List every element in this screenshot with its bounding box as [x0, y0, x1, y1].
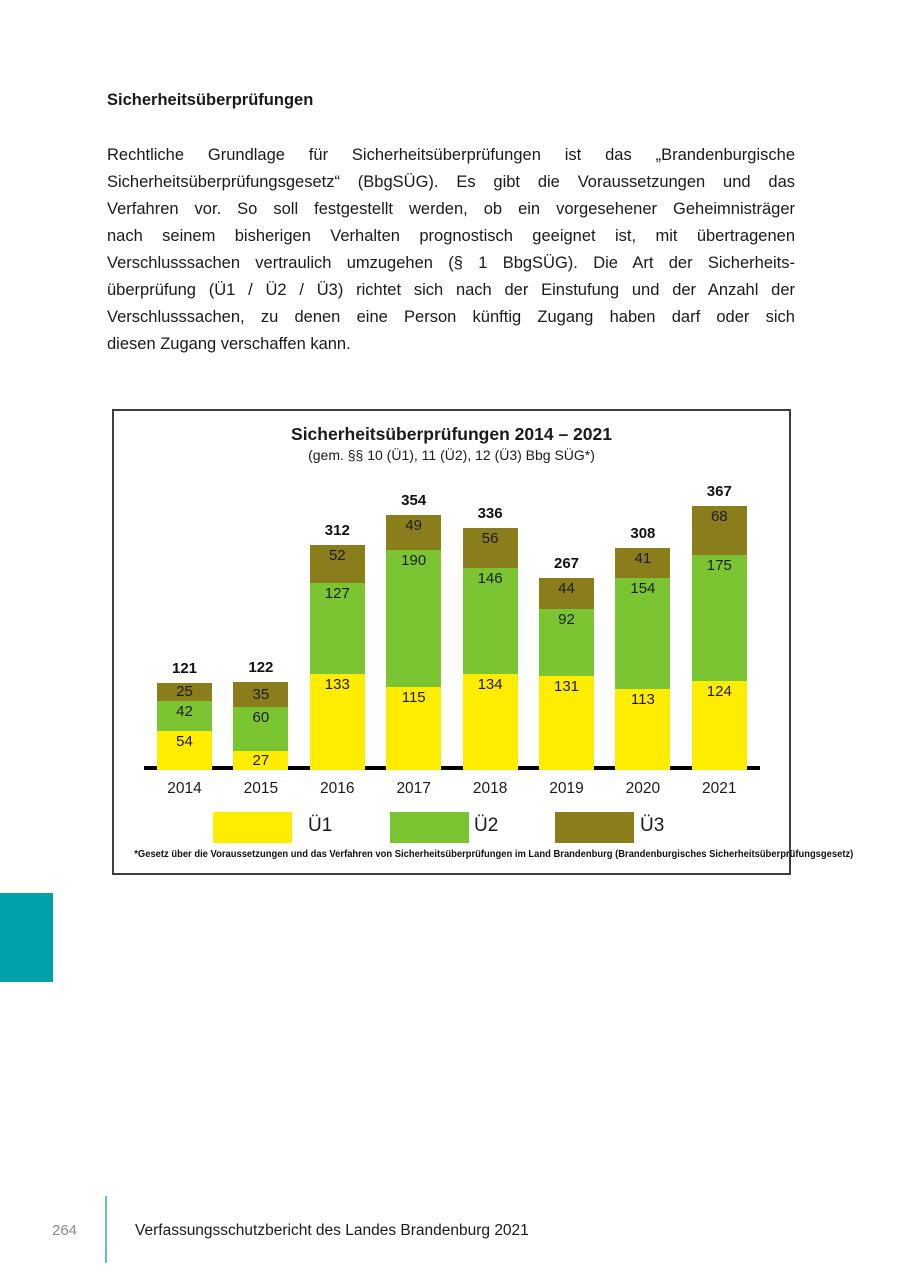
bar-total-2016: 312 [324, 522, 350, 540]
segment-value-label: 54 [176, 733, 193, 751]
bar-segment-Ü1-2016 [310, 674, 365, 770]
chart-box [112, 409, 854, 875]
footer-title: Verfassungsschutzbericht des Landes Brandenburg 2021 [135, 1222, 529, 1239]
bar-segment-Ü1-2020 [615, 689, 670, 770]
segment-value-label: 44 [558, 579, 575, 597]
segment-value-label: 25 [176, 683, 193, 701]
body-line: Verfahren vor. So soll festgestellt werden, ob ein vorgesehener Geheimnisträger [107, 200, 795, 218]
segment-value-label: 115 [401, 689, 426, 707]
body-line: diesen Zugang verschaffen kann. [107, 335, 351, 353]
legend-swatch-Ü2 [390, 812, 469, 843]
x-axis-label-2016: 2016 [320, 780, 355, 797]
bar-total-2014: 121 [171, 659, 198, 677]
bar-total-2018: 336 [477, 505, 503, 523]
bar-total-2015: 122 [248, 659, 274, 677]
segment-value-label: 154 [630, 579, 656, 597]
bar-2018 [463, 505, 518, 770]
segment-value-label: 131 [553, 677, 580, 695]
bar-segment-Ü1-2017 [386, 687, 441, 770]
chart-subtitle: (gem. §§ 10 (Ü1), 11 (Ü2), 12 (Ü3) Bbg SÜG*) [308, 447, 595, 463]
bar-2017 [386, 492, 441, 770]
bar-segment-Ü2-2019 [539, 609, 594, 675]
bar-segment-Ü3-2018 [463, 528, 518, 568]
bar-segment-Ü3-2017 [386, 515, 441, 550]
bar-2016 [310, 522, 365, 770]
segment-value-label: 41 [634, 550, 652, 568]
x-axis-label-2014: 2014 [167, 780, 202, 797]
segment-value-label: 56 [481, 530, 499, 548]
bar-segment-Ü3-2016 [310, 545, 365, 582]
segment-value-label: 42 [176, 702, 193, 720]
x-axis-label-2018: 2018 [472, 780, 508, 797]
page-number: 264 [52, 1222, 78, 1239]
bar-segment-Ü3-2021 [692, 506, 747, 555]
segment-value-label: 175 [706, 556, 732, 574]
x-axis-label-2017: 2017 [396, 780, 431, 797]
body-paragraph [107, 142, 795, 358]
segment-value-label: 124 [706, 682, 732, 700]
segment-value-label: 127 [324, 584, 350, 602]
bar-segment-Ü2-2015 [233, 707, 288, 750]
bar-segment-Ü3-2020 [615, 548, 670, 578]
bar-segment-Ü2-2016 [310, 583, 365, 674]
x-axis-label-2015: 2015 [243, 780, 279, 797]
bar-total-2019: 267 [553, 554, 580, 572]
body-line: Verschlusssachen vertraulich umzugehen (§ 1 BbgSÜG). Die Art der Sicherheits- [107, 254, 795, 272]
bar-2021 [692, 482, 747, 770]
bar-segment-Ü1-2018 [463, 674, 518, 770]
body-line: überprüfung (Ü1 / Ü2 / Ü3) richtet sich nach der Einstufung und der Anzahl der [107, 281, 795, 299]
chart-footnote: *Gesetz über die Voraussetzungen und das Verfahren von Sicherheitsüberprüfungen im Land Brandenburg (Brandenburgisches Sicherheitsüberprüfungsgesetz) [134, 849, 854, 860]
body-line: Verschlusssachen, zu denen eine Person künftig Zugang haben darf oder sich [107, 308, 795, 326]
x-axis-label-2021: 2021 [702, 780, 737, 797]
footer-divider-line [105, 1196, 107, 1263]
bar-segment-Ü3-2015 [233, 682, 288, 707]
x-axis-label-2020: 2020 [625, 780, 661, 797]
legend-swatch-Ü3 [555, 812, 634, 843]
segment-value-label: 133 [324, 676, 350, 694]
segment-value-label: 52 [328, 547, 346, 565]
chart-title: Sicherheitsüberprüfungen 2014 – 2021 [291, 424, 612, 444]
bar-total-2017: 354 [401, 492, 427, 510]
segment-value-label: 35 [252, 686, 270, 704]
legend-label-Ü2: Ü2 [474, 815, 499, 836]
segment-value-label: 190 [401, 552, 427, 570]
bar-segment-Ü2-2014 [157, 701, 212, 731]
segment-value-label: 92 [558, 611, 575, 629]
segment-value-label: 113 [630, 690, 655, 708]
page-margin-teal-marker [0, 893, 53, 982]
segment-value-label: 60 [252, 709, 270, 727]
bar-segment-Ü2-2017 [386, 550, 441, 687]
body-line: Rechtliche Grundlage für Sicherheitsüberprüfungen ist das „Brandenburgische [107, 146, 795, 164]
segment-value-label: 68 [710, 507, 728, 525]
bar-segment-Ü2-2021 [692, 555, 747, 681]
body-line: Sicherheitsüberprüfungsgesetz“ (BbgSÜG). Es gibt die Voraussetzungen und das [107, 173, 795, 191]
bar-segment-Ü3-2014 [157, 683, 212, 701]
bar-segment-Ü3-2019 [539, 578, 594, 610]
bar-segment-Ü2-2020 [615, 578, 670, 689]
body-line: nach seinem bisherigen Verhalten prognostisch geeignet ist, mit übertragenen [107, 227, 795, 245]
segment-value-label: 27 [252, 751, 270, 769]
segment-value-label: 49 [405, 517, 423, 535]
bar-2015 [233, 659, 288, 770]
bar-total-2021: 367 [706, 482, 732, 500]
segment-value-label: 134 [477, 675, 503, 693]
bar-total-2020: 308 [630, 525, 656, 543]
bar-segment-Ü1-2021 [692, 681, 747, 770]
legend-label-Ü1: Ü1 [308, 815, 333, 836]
x-axis-label-2019: 2019 [549, 780, 584, 797]
segment-value-label: 146 [477, 570, 503, 588]
legend-swatch-Ü1 [213, 812, 292, 843]
section-heading: Sicherheitsüberprüfungen [107, 91, 314, 109]
bar-segment-Ü2-2018 [463, 568, 518, 673]
bar-segment-Ü1-2015 [233, 751, 288, 770]
bar-2014 [157, 659, 212, 770]
bar-2019 [539, 554, 594, 770]
bar-segment-Ü1-2019 [539, 676, 594, 770]
bar-segment-Ü1-2014 [157, 731, 212, 770]
legend-label-Ü3: Ü3 [640, 815, 665, 836]
plot-area [114, 411, 789, 770]
bar-2020 [615, 525, 670, 770]
